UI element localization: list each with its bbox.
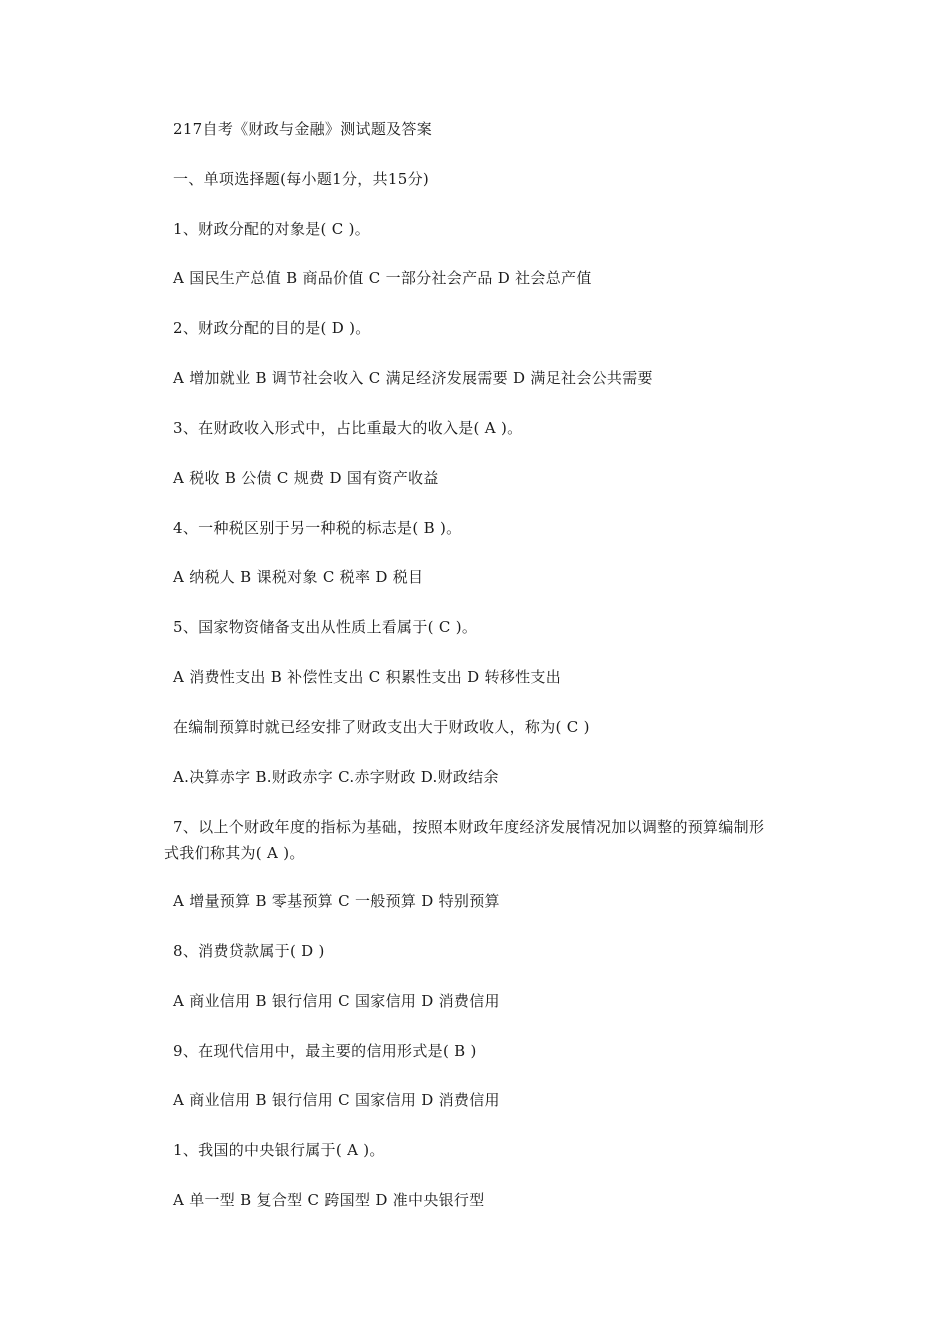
question-9: 9、在现代信用中，最主要的信用形式是( B ): [173, 1042, 477, 1060]
question-4: 4、一种税区别于另一种税的标志是( B )。: [173, 519, 462, 537]
options-10: A 单一型 B 复合型 C 跨国型 D 准中央银行型: [173, 1191, 485, 1209]
options-4: A 纳税人 B 课税对象 C 税率 D 税目: [173, 568, 424, 586]
options-9: A 商业信用 B 银行信用 C 国家信用 D 消费信用: [173, 1091, 500, 1109]
options-6: A.决算赤字 B.财政赤字 C.赤字财政 D.财政结余: [173, 768, 499, 786]
question-1: 1、财政分配的对象是( C )。: [173, 220, 371, 238]
question-10: 1、我国的中央银行属于( A )。: [173, 1141, 385, 1159]
options-5: A 消费性支出 B 补偿性支出 C 积累性支出 D 转移性支出: [173, 668, 562, 686]
question-8: 8、消费贷款属于( D ): [173, 942, 325, 960]
section-heading: 一、单项选择题(每小题1分，共15分): [173, 170, 430, 188]
question-6: 在编制预算时就已经安排了财政支出大于财政收人，称为( C ): [173, 718, 590, 736]
options-3: A 税收 B 公债 C 规费 D 国有资产收益: [173, 469, 439, 487]
question-7-line-1: 7、以上个财政年度的指标为基础，按照本财政年度经济发展情况加以调整的预算编制形: [173, 818, 765, 836]
options-2: A 增加就业 B 调节社会收入 C 满足经济发展需要 D 满足社会公共需要: [173, 369, 653, 387]
question-7-line-2: 式我们称其为( A )。: [164, 844, 305, 862]
question-5: 5、国家物资储备支出从性质上看属于( C )。: [173, 618, 478, 636]
document-title: 217自考《财政与金融》测试题及答案: [173, 120, 433, 138]
question-2: 2、财政分配的目的是( D )。: [173, 319, 371, 337]
question-7: [164, 814, 823, 866]
question-3: 3、在财政收入形式中，占比重最大的收入是( A )。: [173, 419, 523, 437]
options-7: A 增量预算 B 零基预算 C 一般预算 D 特别预算: [173, 892, 500, 910]
options-1: A 国民生产总值 B 商品价值 C 一部分社会产品 D 社会总产值: [173, 269, 592, 287]
options-8: A 商业信用 B 银行信用 C 国家信用 D 消费信用: [173, 992, 500, 1010]
